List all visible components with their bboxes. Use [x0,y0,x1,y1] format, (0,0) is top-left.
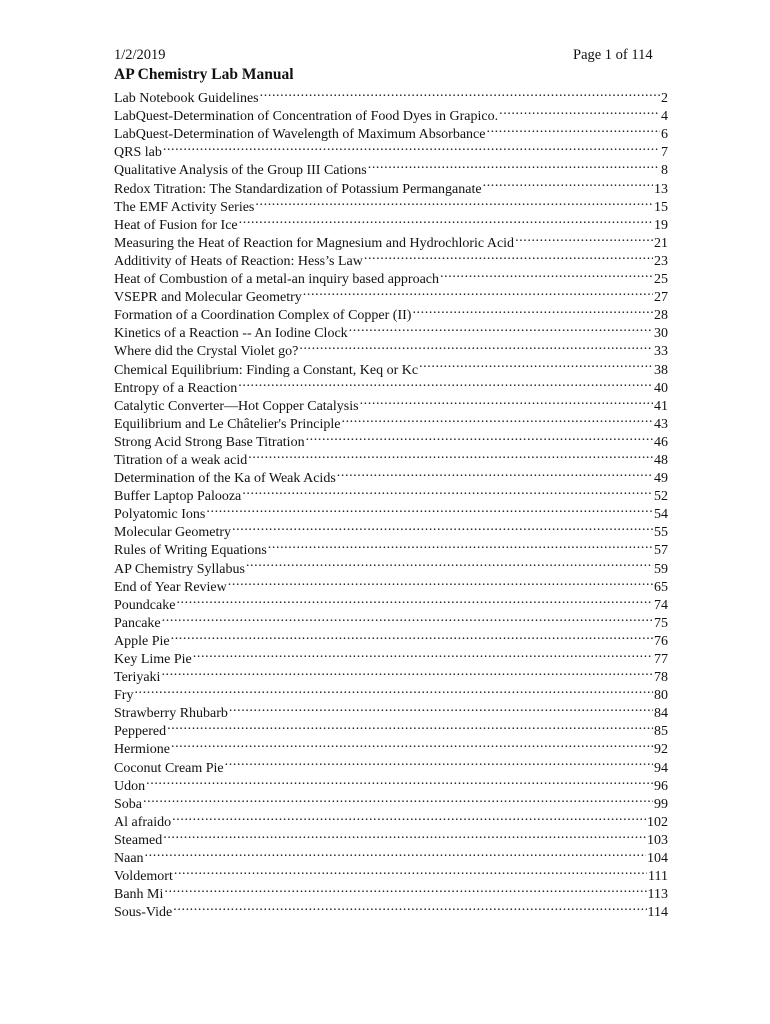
toc-entry-page[interactable]: 40 [654,380,668,396]
toc-entry-page[interactable]: 75 [654,615,668,631]
toc-entry[interactable] [114,808,668,830]
toc-entry[interactable] [114,753,668,776]
toc-entry-page[interactable]: 85 [654,724,668,740]
toc-entry-title[interactable]: Peppered [114,724,167,740]
toc-entry-title[interactable]: Polyatomic Ions [114,507,206,523]
toc-entry-page[interactable]: 13 [654,181,668,197]
toc-entry-page[interactable]: 4 [661,109,668,125]
toc-entry-page[interactable]: 23 [654,253,668,269]
toc-entry-page[interactable]: 92 [654,742,668,758]
toc-entry[interactable] [114,717,668,740]
toc-entry-page[interactable]: 21 [654,235,668,251]
toc-entry-page[interactable]: 55 [654,525,668,541]
toc-entry-page[interactable]: 59 [654,561,668,577]
toc-entry-page[interactable]: 96 [654,778,668,794]
toc-entry-title[interactable]: Fry [114,688,134,704]
toc-dot-leader [303,283,653,301]
toc-dot-leader [229,699,653,717]
toc-dot-leader [341,410,653,428]
toc-entry-title[interactable]: Lab Notebook Guidelines [114,91,259,107]
toc-dot-leader [171,735,653,753]
toc-entry-title[interactable]: LabQuest-Determination of Wavelength of Maximum Absorbance [114,127,486,143]
toc-dot-leader [248,446,653,464]
toc-entry-page[interactable]: 102 [647,814,668,830]
toc-entry-page[interactable]: 103 [647,832,668,848]
toc-entry-title[interactable]: Determination of the Ka of Weak Acids [114,471,336,487]
toc-dot-leader [268,536,653,554]
toc-dot-leader [483,174,653,192]
toc-dot-leader [171,627,653,645]
toc-entry[interactable] [114,826,668,848]
toc-entry-title[interactable]: LabQuest-Determination of Concentration of Food Dyes in Grapico. [114,109,499,125]
header-date: 1/2/2019 [114,47,166,63]
toc-entry-title[interactable]: Entropy of a Reaction [114,380,238,396]
toc-entry-page[interactable]: 43 [654,416,668,432]
toc-entry-page[interactable]: 65 [654,579,668,595]
toc-dot-leader [486,120,660,138]
toc-dot-leader [145,844,646,862]
document-title: AP Chemistry Lab Manual [114,66,294,83]
document-page [114,46,668,921]
toc-entry-page[interactable]: 94 [654,760,668,776]
toc-dot-leader [163,138,660,156]
toc-entry[interactable] [114,156,668,179]
toc-entry-page[interactable]: 33 [654,344,668,360]
toc-entry[interactable] [114,898,668,921]
toc-dot-leader [232,518,653,536]
toc-entry-title[interactable]: Chemical Equilibrium: Finding a Constant, Keq or Kc [114,362,419,378]
toc-entry-title[interactable]: Coconut Cream Pie [114,760,224,776]
toc-entry-title[interactable]: Measuring the Heat of Reaction for Magnesium and Hydrochloric Acid [114,235,515,251]
toc-dot-leader [193,645,653,663]
toc-entry[interactable] [114,138,668,161]
toc-entry-page[interactable]: 48 [654,452,668,468]
toc-entry-page[interactable]: 15 [654,199,668,215]
toc-dot-leader [163,826,646,844]
toc-dot-leader [134,681,653,699]
toc-entry-title[interactable]: Strawberry Rhubarb [114,706,228,722]
toc-entry-page[interactable]: 104 [647,851,668,867]
toc-entry-title[interactable]: Key Lime Pie [114,652,192,667]
toc-entry-page[interactable]: 74 [654,597,668,613]
toc-dot-leader [146,772,653,790]
toc-dot-leader [306,428,653,446]
toc-entry-title[interactable]: Additivity of Heats of Reaction: Hess’s Law [114,253,363,269]
toc-entry-page[interactable]: 8 [661,163,668,179]
toc-entry[interactable] [114,790,668,812]
toc-entry-page[interactable]: 99 [654,796,668,812]
toc-entry-page[interactable]: 114 [647,905,668,921]
toc-entry[interactable] [114,591,668,613]
toc-entry-title[interactable]: Redox Titration: The Standardization of Potassium Permanganate [114,181,482,197]
toc-dot-leader [172,808,646,826]
toc-entry-title[interactable]: Kinetics of a Reaction -- An Iodine Clock [114,326,348,342]
toc-entry[interactable] [114,681,668,704]
toc-entry-page[interactable]: 46 [654,434,668,450]
toc-dot-leader [515,229,653,247]
toc-entry-title[interactable]: Soba [114,796,142,812]
toc-entry[interactable] [114,645,668,667]
toc-dot-leader [161,663,653,681]
toc-dot-leader [246,554,653,572]
toc-dot-leader [242,482,653,500]
toc-entry-title[interactable]: Sous-Vide [114,905,173,921]
toc-entry[interactable] [114,862,668,885]
toc-entry-title[interactable]: Hermione [114,742,170,758]
toc-entry-title[interactable]: Heat of Combustion of a metal-an inquiry based approach [114,272,440,288]
toc-entry-page[interactable]: 2 [661,91,668,107]
toc-entry-page[interactable]: 19 [654,217,668,233]
toc-entry-title[interactable]: Banh Mi [114,887,164,903]
toc-entry-title[interactable]: VSEPR and Molecular Geometry [114,290,302,306]
toc-dot-leader [440,265,653,283]
toc-entry-title[interactable]: The EMF Activity Series [114,199,255,215]
toc-entry-title[interactable]: Udon [114,778,146,794]
toc-entry[interactable] [114,844,668,867]
toc-entry-page[interactable]: 28 [654,308,668,324]
toc-dot-leader [206,500,653,518]
toc-entry-title[interactable]: Qualitative Analysis of the Group III Cations [114,163,367,179]
toc-dot-leader [164,880,646,898]
toc-dot-leader [239,211,653,229]
toc-entry-title[interactable]: AP Chemistry Syllabus [114,561,245,577]
toc-entry-page[interactable]: 49 [654,471,668,487]
toc-entry-page[interactable]: 27 [654,290,668,306]
toc-entry-page[interactable]: 77 [654,652,668,667]
toc-entry[interactable] [114,84,668,107]
toc-dot-leader [349,319,653,337]
toc-entry-page[interactable]: 6 [661,127,668,143]
toc-entry-page[interactable]: 78 [654,670,668,686]
toc-entry-title[interactable]: Strong Acid Strong Base Titration [114,434,305,450]
toc-dot-leader [167,717,653,735]
toc-dot-leader [419,355,653,373]
toc-entry-title[interactable]: Where did the Crystal Violet go? [114,344,299,360]
toc-dot-leader [499,102,660,120]
toc-entry-title[interactable]: Pancake [114,615,161,631]
toc-entry[interactable] [114,735,668,758]
toc-entry[interactable] [114,609,668,631]
toc-entry-page[interactable]: 7 [661,145,668,161]
toc-entry[interactable] [114,663,668,686]
toc-entry-page[interactable]: 52 [654,489,668,505]
toc-dot-leader [260,84,660,102]
toc-entry-title[interactable]: Rules of Writing Equations [114,543,267,559]
toc-entry-page[interactable]: 76 [654,633,668,649]
toc-entry-title[interactable]: Titration of a weak acid [114,452,248,468]
page-header [114,46,668,65]
toc-dot-leader [173,898,646,916]
toc-entry-page[interactable]: 25 [654,272,668,288]
toc-entry-title[interactable]: Buffer Laptop Palooza [114,489,242,505]
toc-entry-title[interactable]: Steamed [114,832,163,848]
toc-entry-page[interactable]: 111 [648,869,668,885]
table-of-contents [114,84,668,921]
toc-entry-title[interactable]: Voldemort [114,869,173,885]
toc-entry-title[interactable]: Formation of a Coordination Complex of Copper (II) [114,308,412,324]
header-page-number: Page 1 of 114 [573,47,653,63]
toc-dot-leader [255,193,653,211]
toc-entry-title[interactable]: Teriyaki [114,670,161,686]
toc-entry-title[interactable]: Molecular Geometry [114,525,232,541]
toc-entry-title[interactable]: Apple Pie [114,633,170,649]
toc-entry-title[interactable]: QRS lab [114,145,162,161]
toc-dot-leader [299,337,653,355]
toc-entry[interactable] [114,699,668,722]
toc-entry-page[interactable]: 38 [654,362,668,378]
toc-entry-title[interactable]: Heat of Fusion for Ice [114,217,238,233]
toc-entry-page[interactable]: 30 [654,326,668,342]
toc-dot-leader [368,156,660,174]
toc-entry-title[interactable]: Poundcake [114,597,176,613]
toc-entry-title[interactable]: End of Year Review [114,579,227,595]
toc-dot-leader [228,573,653,591]
toc-dot-leader [238,374,653,392]
toc-entry[interactable] [114,772,668,794]
toc-dot-leader [174,862,647,880]
toc-dot-leader [364,247,653,265]
toc-entry-page[interactable]: 84 [654,706,668,722]
toc-entry-page[interactable]: 80 [654,688,668,704]
toc-dot-leader [412,301,653,319]
toc-dot-leader [225,753,653,771]
toc-entry-page[interactable]: 113 [647,887,668,903]
toc-entry-page[interactable]: 41 [654,398,668,414]
toc-dot-leader [360,392,653,410]
toc-entry-title[interactable]: Equilibrium and Le Châtelier's Principle [114,416,341,432]
toc-entry[interactable] [114,880,668,903]
toc-dot-leader [162,609,653,627]
toc-dot-leader [337,464,653,482]
toc-dot-leader [143,790,653,808]
toc-entry[interactable] [114,627,668,649]
toc-entry-page[interactable]: 54 [654,507,668,523]
toc-dot-leader [176,591,653,609]
toc-entry-title[interactable]: Al afraido [114,814,172,830]
toc-entry-page[interactable]: 57 [654,543,668,559]
toc-entry-title[interactable]: Catalytic Converter—Hot Copper Catalysis [114,398,359,414]
toc-entry-title[interactable]: Naan [114,851,144,867]
